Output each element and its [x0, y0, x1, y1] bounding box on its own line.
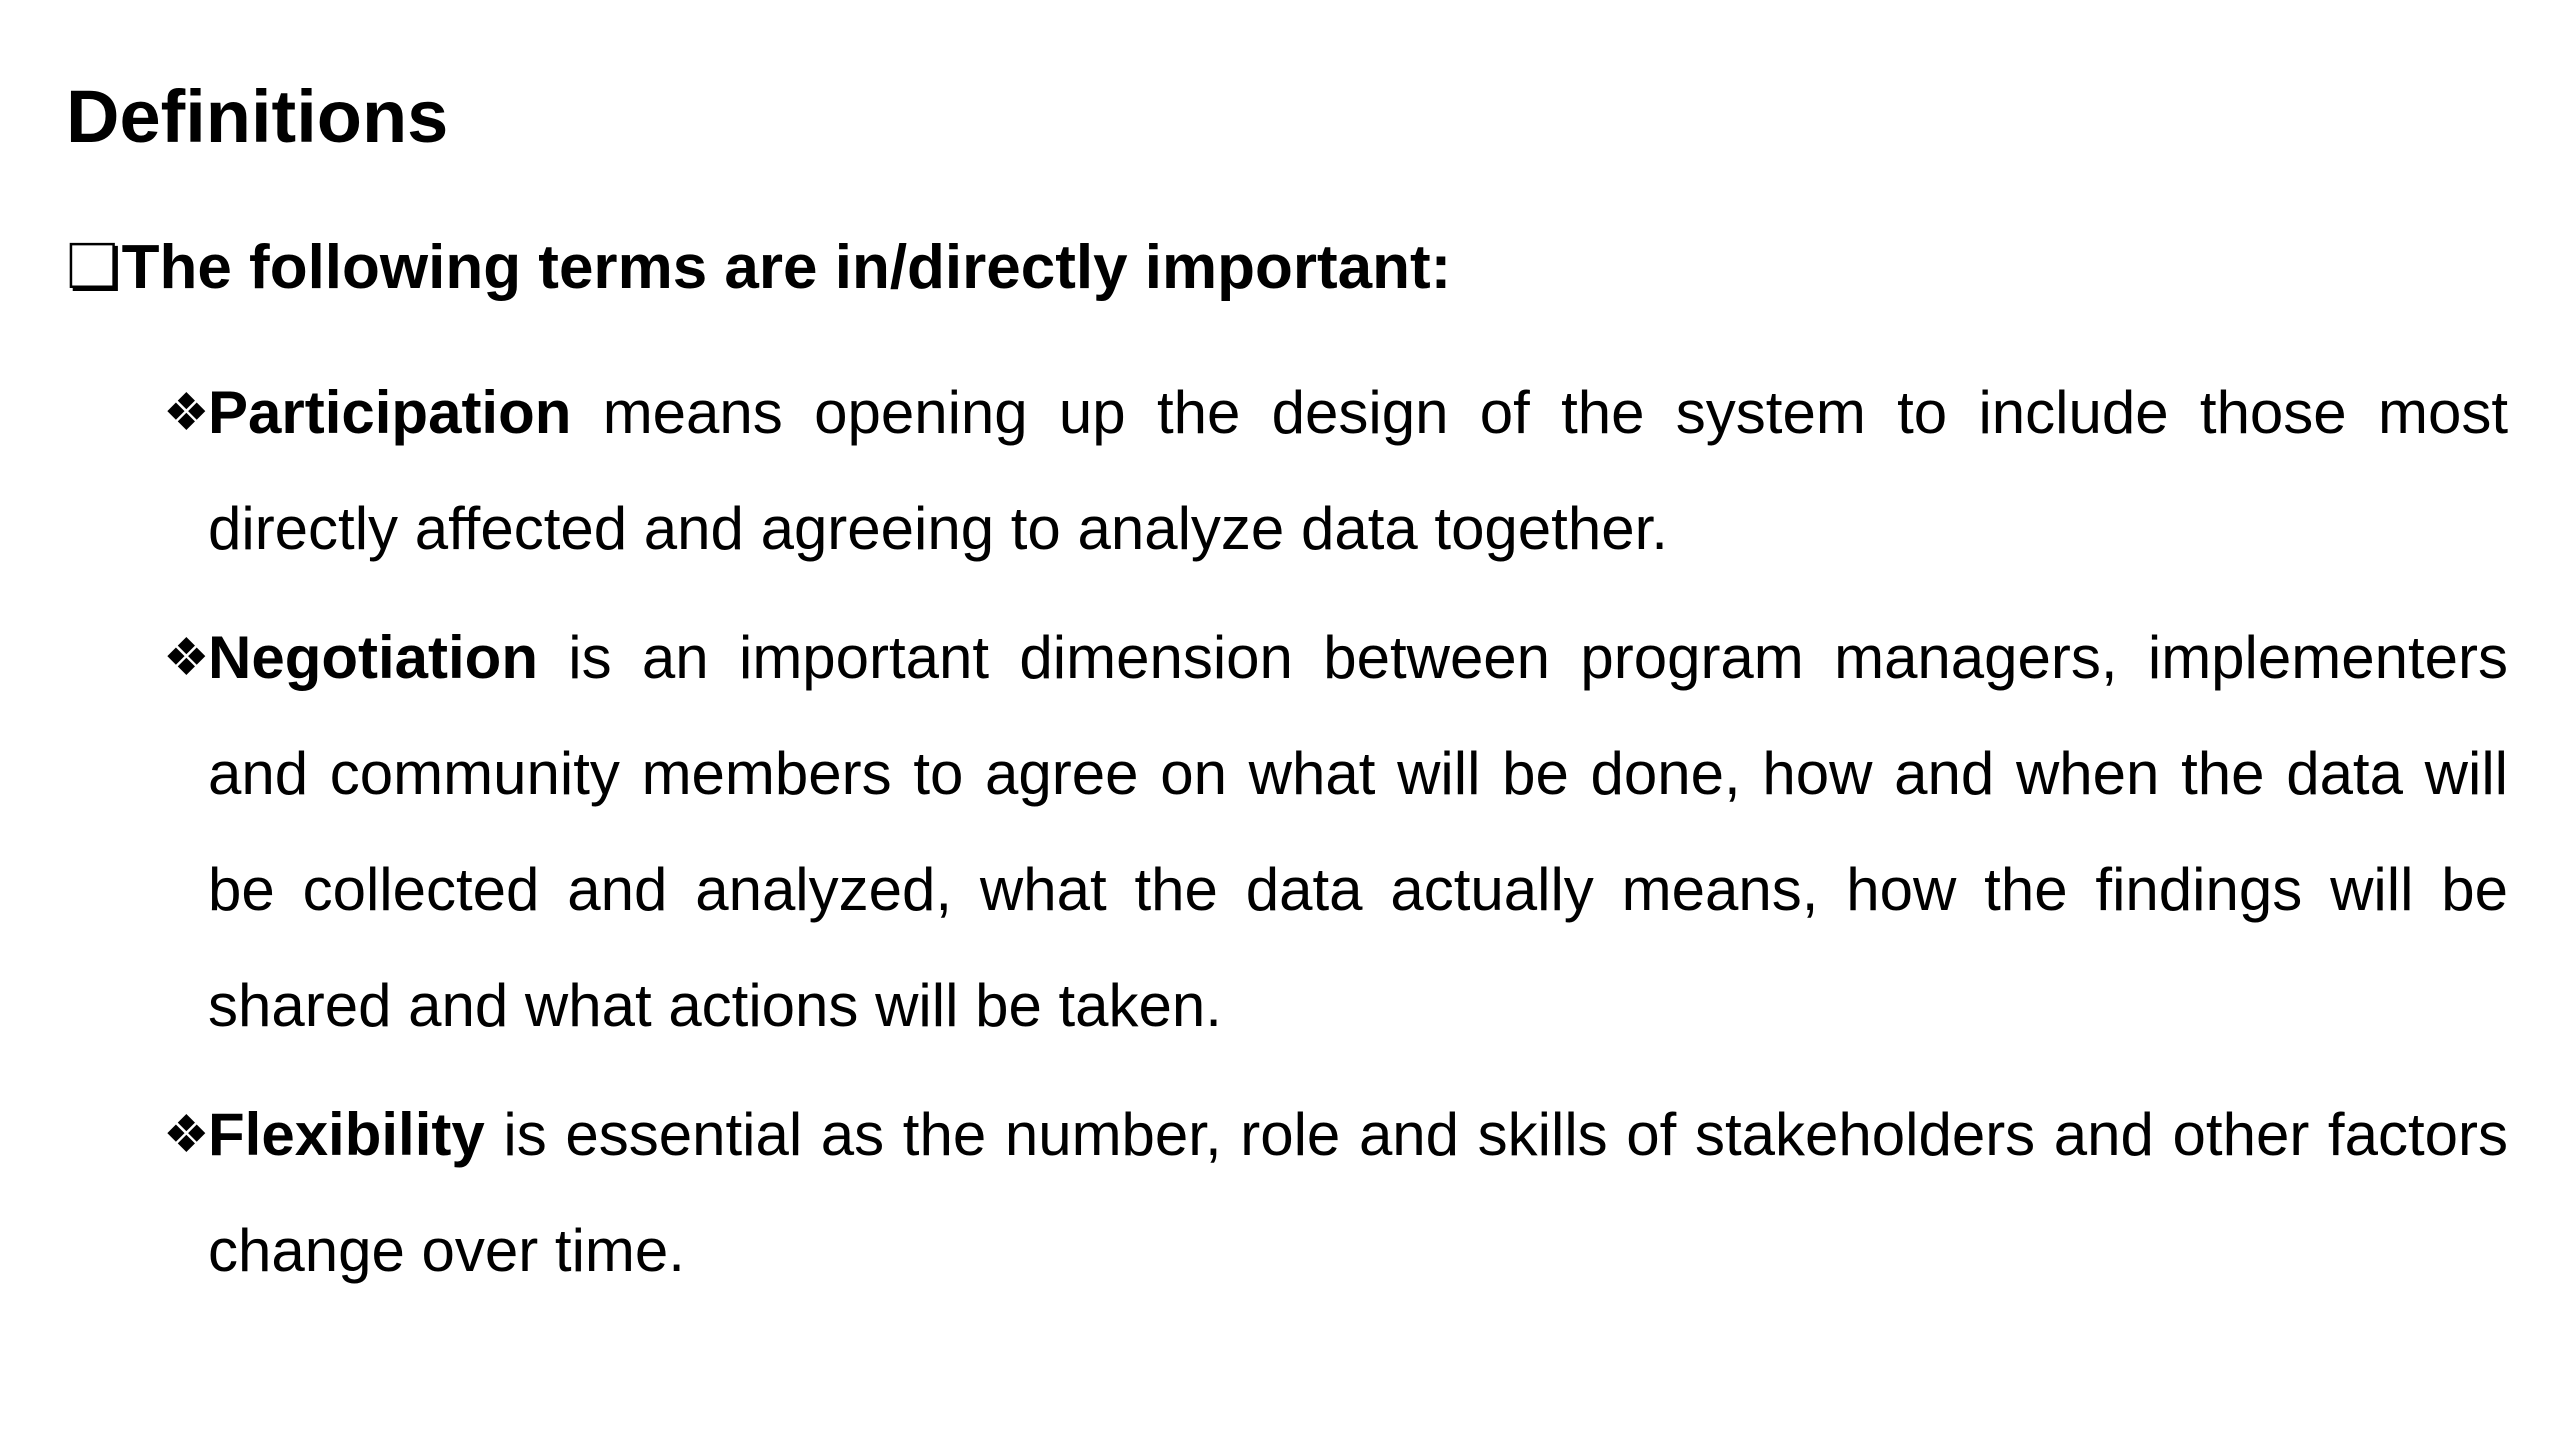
diamond-star-icon: ❖ [163, 1106, 210, 1164]
definition-text: means opening up the design of the system to include those most directly affected and agreeing to analyze data together. [208, 379, 2508, 562]
definitions-list [163, 355, 2508, 1322]
diamond-star-icon: ❖ [163, 629, 210, 687]
definition-term: Participation [208, 379, 572, 446]
definition-participation [163, 355, 2508, 587]
definition-term: Negotiation [208, 624, 538, 691]
checkbox-square-icon: ❏ [66, 233, 122, 302]
definition-negotiation [163, 600, 2508, 1064]
definition-flexibility [163, 1077, 2508, 1309]
definition-term: Flexibility [208, 1101, 485, 1168]
lead-text: The following terms are in/directly important: [121, 233, 1452, 302]
definition-text: is essential as the number, role and skills of stakeholders and other factors change over time. [208, 1101, 2508, 1284]
definition-text: is an important dimension between program managers, implementers and community members to agree on what will be done, how and when the data will be collected and analyzed, what the data actually means, how the findings will be shared and what actions will be taken. [208, 624, 2508, 1039]
page-title: Definitions [66, 75, 449, 158]
diamond-star-icon: ❖ [163, 384, 210, 442]
lead-statement [66, 228, 1451, 308]
